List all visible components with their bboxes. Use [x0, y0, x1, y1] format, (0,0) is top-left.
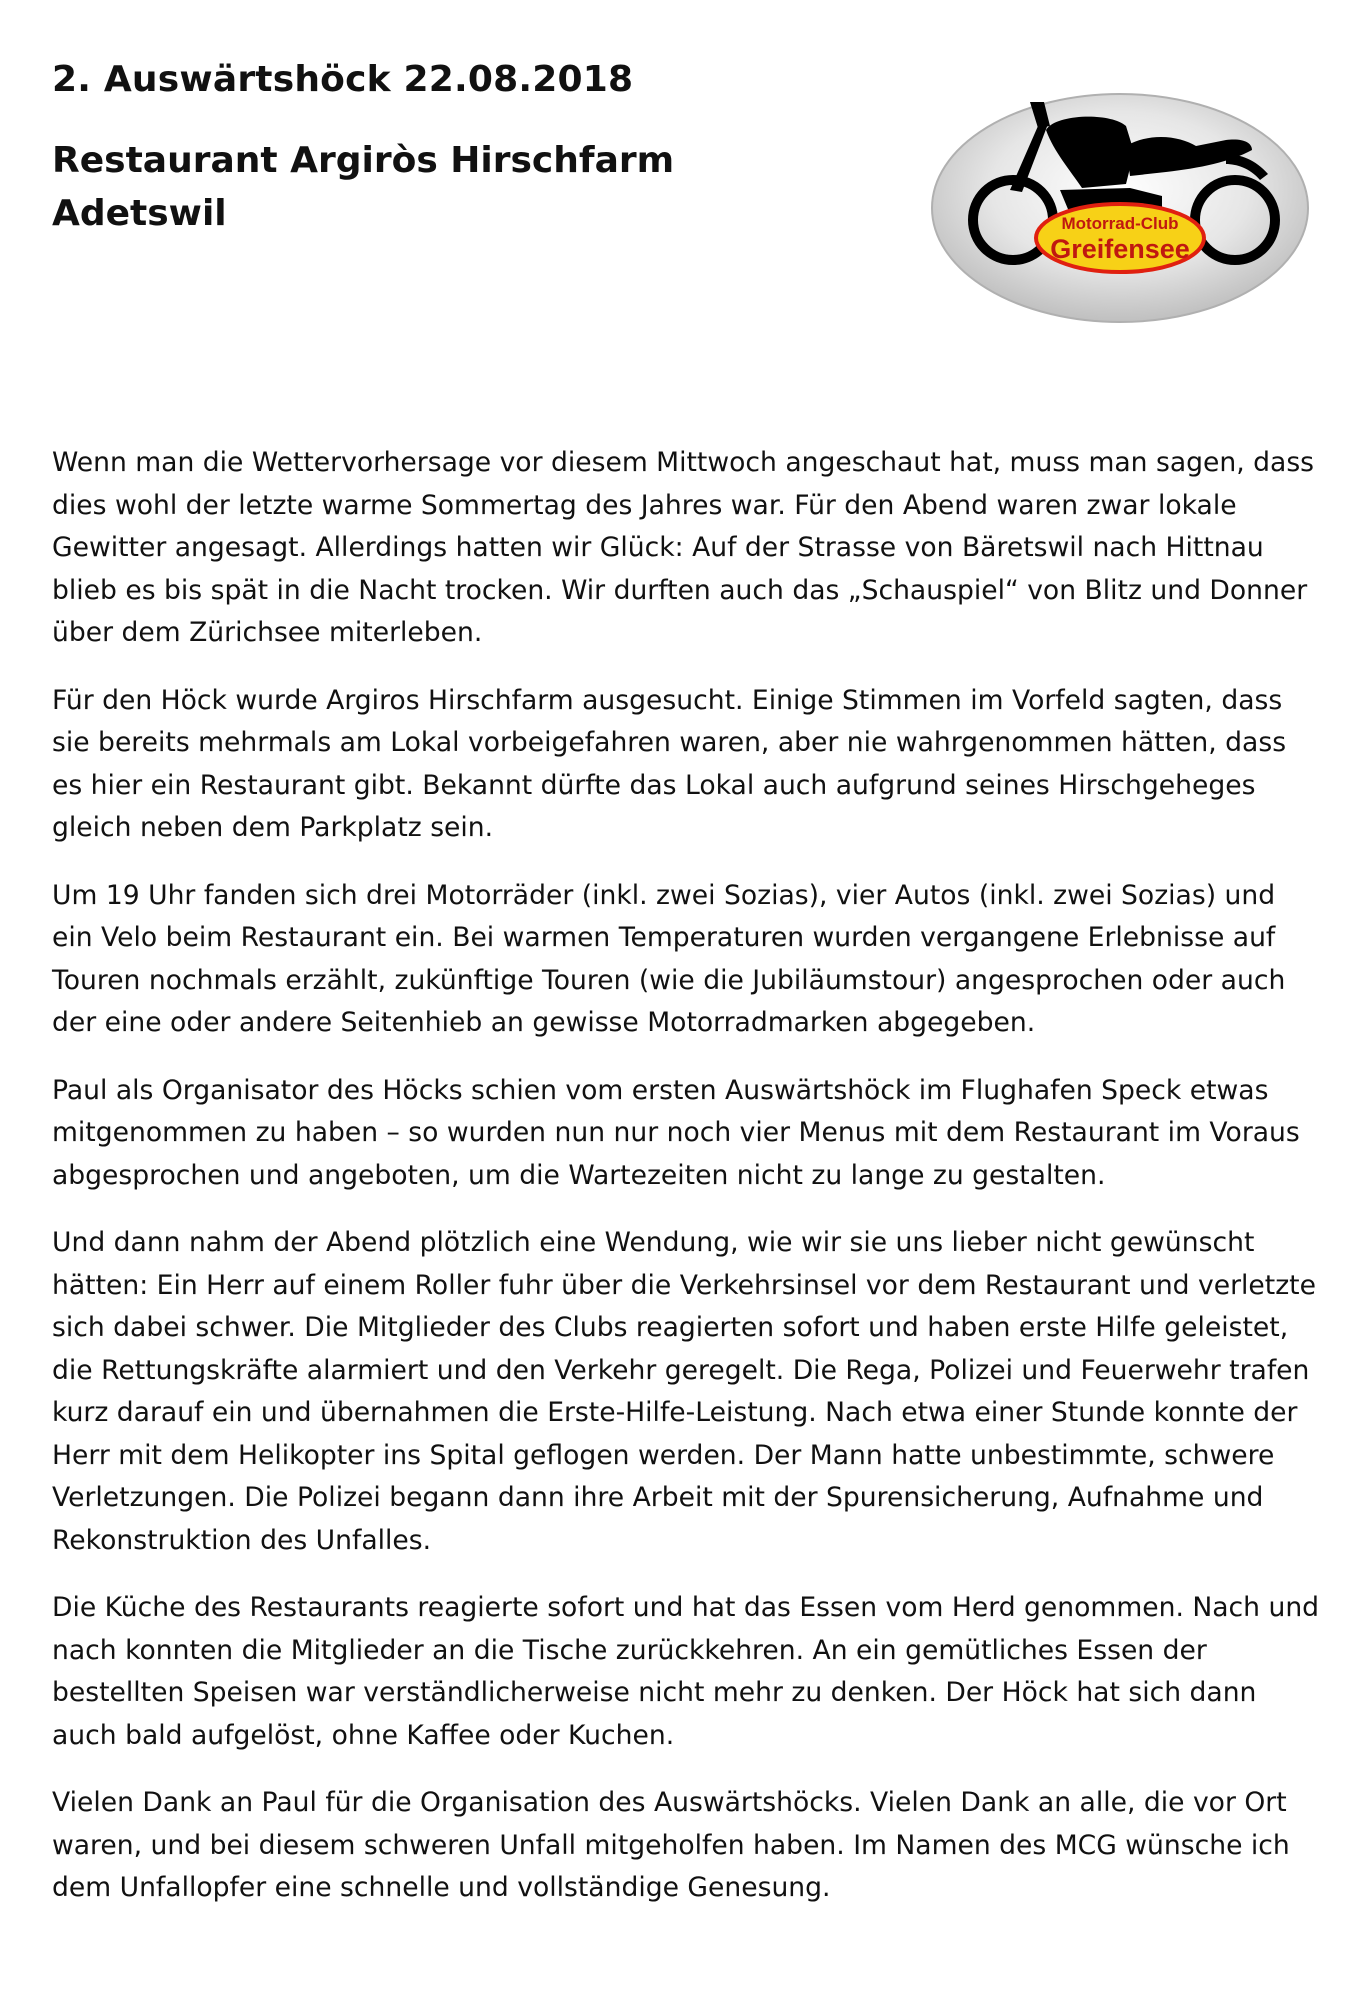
club-badge [1036, 204, 1204, 272]
logo-text-line-1: Motorrad-Club [1061, 214, 1179, 233]
location-line-2: Adetswil [52, 193, 227, 234]
page-title: 2. Auswärtshöck 22.08.2018 [52, 59, 634, 100]
article-body [52, 442, 1322, 1935]
location-heading [52, 134, 912, 240]
article-paragraph: Vielen Dank an Paul für die Organisation des Auswärtshöcks. Vielen Dank an alle, die vor Ort waren, und bei diesem schweren Unfall mitgeholfen haben. Im Namen des MCG wünsche ich dem Unfallopfer eine schnelle und vollständige Genesung. [52, 1787, 1290, 1903]
location-line-1: Restaurant Argiròs Hirschfarm [52, 140, 675, 181]
article-paragraph: Paul als Organisator des Höcks schien vom ersten Auswärtshöck im Flughafen Speck etwas mitgenommen zu haben – so wurden nun nur noch vier Menus mit dem Restaurant im Voraus abgesprochen und angeboten, um die Wartezeiten nicht zu lange zu gestalten. [52, 1074, 1300, 1191]
article-paragraph: Um 19 Uhr fanden sich drei Motorräder (inkl. zwei Sozias), vier Autos (inkl. zwei Sozias) und ein Velo beim Restaurant ein. Bei warmen Temperaturen wurden vergangene Erlebnisse auf Touren nochmals erzählt, zukünftige Touren (wie die Jubiläumstour) angesprochen oder auch der eine oder andere Seitenhieb an gewisse Motorradmarken abgegeben. [52, 879, 1286, 1038]
article-paragraph: Für den Höck wurde Argiros Hirschfarm ausgesucht. Einige Stimmen im Vorfeld sagten, dass sie bereits mehrmals am Lokal vorbeigefahren waren, aber nie wahrgenommen hätten, dass es hier ein Restaurant gibt. Bekannt dürfte das Lokal auch aufgrund seines Hirschgeheges gleich neben dem Parkplatz sein. [52, 684, 1287, 843]
club-logo [930, 92, 1311, 324]
article-paragraph: Und dann nahm der Abend plötzlich eine Wendung, wie wir sie uns lieber nicht gewünscht hätten: Ein Herr auf einem Roller fuhr über die Verkehrsinsel vor dem Restaurant und verletzte sich dabei schwer. Die Mitglieder des Clubs reagierten sofort und haben erste Hilfe geleistet, die Rettungskräfte alarmiert und den Verkehr geregelt. Die Rega, Polizei und Feuerwehr trafen kurz darauf ein und übernahmen die Erste-Hilfe-Leistung. Nach etwa einer Stunde konnte der Herr mit dem Helikopter ins Spital geflogen werden. Der Mann hatte unbestimmte, schwere Verletzungen. Die Polizei begann dann ihre Arbeit mit der Spurensicherung, Aufnahme und Rekonstruktion des Unfalles. [52, 1227, 1316, 1556]
logo-text-line-2: Greifensee [1050, 234, 1190, 264]
article-paragraph: Die Küche des Restaurants reagierte sofort und hat das Essen vom Herd genommen. Nach und nach konnten die Mitglieder an die Tische zurückkehren. An ein gemütliches Essen der bestellten Speisen war verständlicherweise nicht mehr zu denken. Der Höck hat sich dann auch bald aufgelöst, ohne Kaffee oder Kuchen. [52, 1592, 1320, 1751]
heading-block [52, 58, 912, 240]
article-paragraph: Wenn man die Wettervorhersage vor diesem Mittwoch angeschaut hat, muss man sagen, dass dies wohl der letzte warme Sommertag des Jahres war. Für den Abend waren zwar lokale Gewitter angesagt. Allerdings hatten wir Glück: Auf der Strasse von Bäretswil nach Hittnau blieb es bis spät in die Nacht trocken. Wir durften auch das „Schauspiel“ von Blitz und Donner über dem Zürichsee miterleben. [52, 447, 1315, 648]
